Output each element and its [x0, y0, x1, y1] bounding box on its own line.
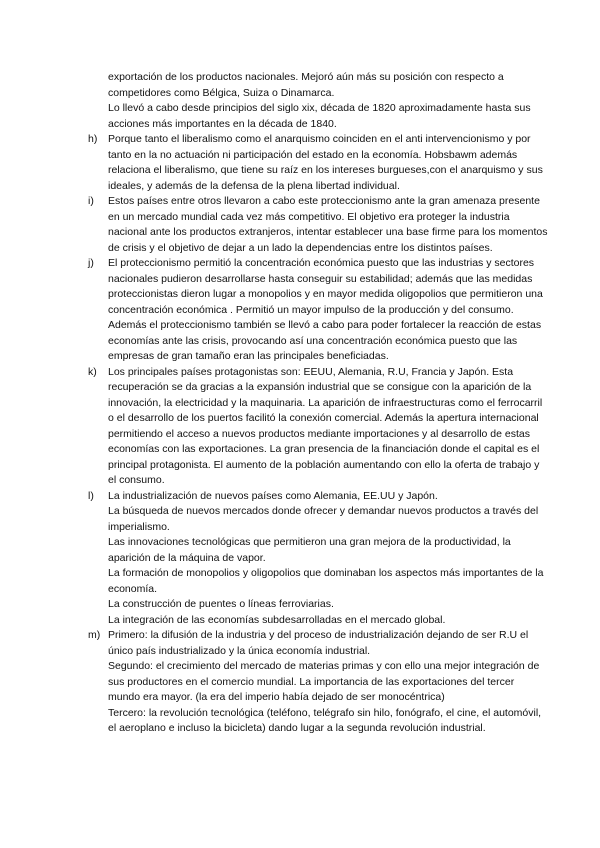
item-marker: h) — [88, 133, 98, 145]
list-item-j — [88, 256, 548, 365]
item-marker: m) — [88, 629, 101, 641]
list-item-i — [88, 194, 548, 256]
paragraph: La construcción de puentes o líneas ferroviarias. — [108, 598, 334, 610]
paragraph: La integración de las economías subdesarrolladas en el mercado global. — [108, 613, 446, 626]
paragraph: Estos países entre otros llevaron a cabo este proteccionismo ante la gran amenaza presente en un mercado mundial cada vez más competitivo. El objetivo era proteger la industria nacional ante los productos extranjeros, intentar establecer una base firme para los momentos de crisis y el objetivo de dejar a un lado la dependencias entre los distintos países. — [108, 195, 548, 254]
paragraph: Las innovaciones tecnológicas que permitieron una gran mejora de la productividad, la aparición de la máquina de vapor. — [108, 536, 511, 564]
paragraph: La formación de monopolios y oligopolios que dominaban los aspectos más importantes de la economía. — [108, 567, 544, 595]
answer-list — [88, 132, 548, 737]
item-marker: k) — [88, 365, 97, 378]
paragraph: La industrialización de nuevos países como Alemania, EE.UU y Japón. — [108, 489, 438, 502]
paragraph: La búsqueda de nuevos mercados donde ofrecer y demandar nuevos productos a través del imperialismo. — [108, 505, 539, 533]
paragraph: Porque tanto el liberalismo como el anarquismo coinciden en el anti intervencionismo y por tanto en la no actuación ni participación del estado en la economía. Hobsbawm además relaciona el liberalismo, que tiene su raíz en los intereses burgueses,con el anarquismo y sus ideales, y además de la defensa de la plena libertad individual. — [108, 133, 543, 192]
paragraph: Primero: la difusión de la industria y del proceso de industrialización dejando de ser R.U el único país industrializado y la única economía industrial. — [108, 629, 529, 657]
item-marker: i) — [88, 195, 94, 207]
intro-continuation — [108, 70, 548, 132]
paragraph: Los principales países protagonistas son: EEUU, Alemania, R.U, Francia y Japón. Esta recuperación se da gracias a la expansión industrial que se consigue con la aparición de la innovación, la electricidad y la maquinaria. La aparición de infraestructuras como el ferrocarril o el desarrollo de los puertos facilitó la conexión comercial. Además la apertura internacional permitiendo el acceso a nuevos productos mediante importaciones y al desarrollo de estas economías con las exportaciones. La gran presencia de la financiación donde el capital es el principal protagonista. El aumento de la población aumentando con ello la oferta de trabajo y el consumo. — [108, 365, 543, 486]
paragraph: El proteccionismo permitió la concentración económica puesto que las industrias y sectores nacionales pudieron desarrollarse hasta conseguir su estabilidad; además que las medidas proteccionistas dieron lugar a monopolios y en mayor medida oligopolios que permitieron una concentración económica . Permitió un mayor impulso de la producción y del consumo. Además el proteccionismo también se llevó a cabo para poder fortalecer la reacción de estas economías ante las crisis, provocando así una concentración económica puesto que las empresas de gran tamaño eran las principales beneficiadas. — [108, 257, 543, 362]
list-item-k — [88, 365, 548, 489]
paragraph: Lo llevó a cabo desde principios del siglo xix, década de 1820 aproximadamente hasta sus acciones más importantes en la década de 1840. — [108, 102, 531, 130]
list-item-h — [88, 132, 548, 194]
list-item-m — [88, 628, 548, 737]
list-item-l — [88, 489, 548, 629]
item-marker: j) — [88, 257, 94, 269]
item-marker: l) — [88, 489, 94, 502]
paragraph: Segundo: el crecimiento del mercado de materias primas y con ello una mejor integración de sus productores en el comercio mundial. La importancia de las exportaciones del tercer mundo era mayor. (la era del imperio había dejado de ser monocéntrica) — [108, 660, 540, 703]
paragraph: exportación de los productos nacionales. Mejoró aún más su posición con respecto a competidores como Bélgica, Suiza o Dinamarca. — [108, 71, 504, 99]
paragraph: Tercero: la revolución tecnológica (teléfono, telégrafo sin hilo, fonógrafo, el cine, el automóvil, el aeroplano e incluso la bicicleta) dando lugar a la segunda revolución industrial. — [108, 706, 542, 734]
